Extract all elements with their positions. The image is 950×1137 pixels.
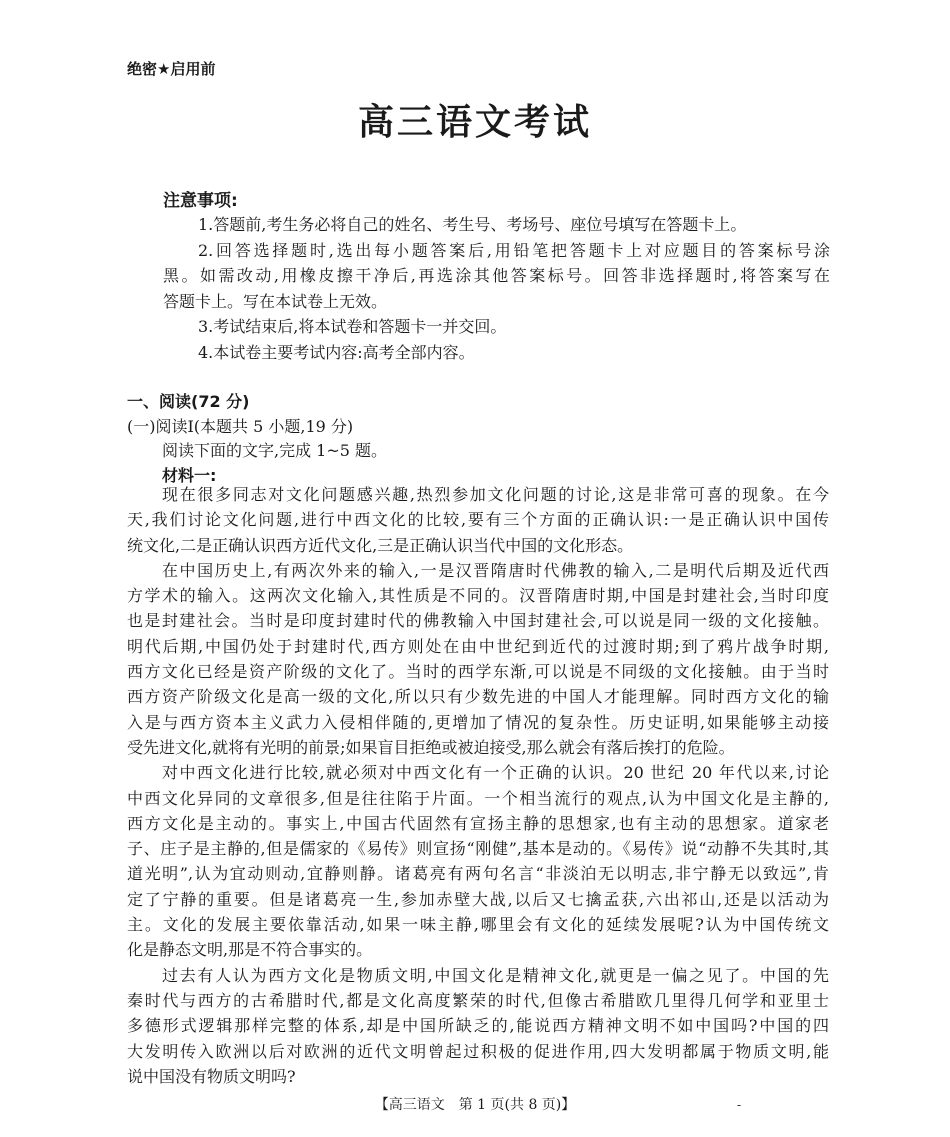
notes-line: 4.本试卷主要考试内容:高考全部内容。	[198, 342, 475, 362]
paragraph-line: 对中西文化进行比较,就必须对中西文化有一个正确的认识。20 世纪 20 年代以来,讨论	[162, 763, 829, 783]
paragraph-line: 在中国历史上,有两次外来的输入,一是汉晋隋唐时代佛教的输入,二是明代后期及近代西	[162, 560, 829, 580]
notes-line: 答题卡上。写在本试卷上无效。	[163, 291, 388, 311]
paragraph-line: 西方文化是主动的。事实上,中国古代固然有宣扬主静的思想家,也有主动的思想家。道家老	[127, 813, 829, 833]
paragraph-line: 受先进文化,就将有光明的前景;如果盲目拒绝或被迫接受,那么就会有落后挨打的危险。	[127, 737, 735, 757]
reading-passage	[127, 482, 829, 1089]
paragraph-line: 西方文化已经是资产阶级的文化了。当时的西学东渐,可以说是不同级的文化接触。由于当时	[127, 662, 829, 682]
paragraph-line: 说中国没有物质文明吗?	[127, 1066, 296, 1086]
paragraph-line: 方学术的输入。这两次文化输入,其性质是不同的。汉晋隋唐时期,中国是封建社会,当时印度	[127, 586, 829, 606]
paragraph-line: 子、庄子是主静的,但是儒家的《易传》则宣扬“刚健”,基本是动的。《易传》说“动静不失其时,其	[127, 839, 829, 859]
paragraph-line: 过去有人认为西方文化是物质文明,中国文化是精神文化,就更是一偏之见了。中国的先	[162, 965, 829, 985]
paragraph-line: 多德形式逻辑那样完整的体系,却是中国所缺乏的,能说西方精神文明不如中国吗?中国的四	[127, 1016, 829, 1036]
paragraph-line: 也是封建社会。当时是印度封建时代的佛教输入中国封建社会,可以说是同一级的文化接触。	[127, 611, 829, 631]
exam-title: 高三语文考试	[357, 102, 592, 143]
section-header	[127, 390, 387, 488]
paragraph	[127, 482, 829, 558]
paragraph-line: 入是与西方资本主义武力入侵相伴随的,更增加了情况的复杂性。历史证明,如果能够主动接	[127, 712, 829, 732]
footer-mark: -	[737, 1098, 742, 1112]
section-title: 一、阅读(72 分)	[127, 392, 250, 411]
notes-heading: 注意事项:	[163, 191, 238, 211]
material-label: 材料一:	[162, 465, 217, 485]
paragraph-line: 天,我们讨论文化问题,进行中西文化的比较,要有三个方面的正确认识:一是正确认识中国传	[127, 510, 829, 530]
paragraph	[127, 963, 829, 1089]
notes-line: 黑。如需改动,用橡皮擦干净后,再选涂其他答案标号。回答非选择题时,将答案写在	[163, 266, 830, 286]
paragraph-line: 明代后期,中国仍处于封建时代,西方则处在由中世纪到近代的过渡时期;到了鸦片战争时期,	[127, 636, 829, 656]
paragraph-line: 道光明”,认为宜动则动,宜静则静。诸葛亮有两句名言“非淡泊无以明志,非宁静无以致远”,肯	[127, 864, 829, 884]
notes-line: 3.考试结束后,将本试卷和答题卡一并交回。	[198, 317, 507, 337]
notes-line: 1.答题前,考生务必将自己的姓名、考生号、考场号、座位号填写在答题卡上。	[198, 215, 747, 234]
paragraph	[127, 558, 829, 760]
section-subtitle: (一)阅读Ⅰ(本题共 5 小题,19 分)	[127, 416, 354, 436]
paragraph-line: 统文化,二是正确认识西方近代文化,三是正确认识当代中国的文化形态。	[127, 535, 634, 555]
paragraph-line: 定了宁静的重要。但是诸葛亮一生,参加赤壁大战,以后又七擒孟获,六出祁山,还是以活动为	[127, 889, 829, 909]
notes-line: 2.回答选择题时,选出每小题答案后,用铅笔把答题卡上对应题目的答案标号涂	[198, 240, 830, 260]
paragraph	[127, 760, 829, 962]
section-instruction: 阅读下面的文字,完成 1~5 题。	[162, 441, 388, 460]
paragraph-line: 秦时代与西方的古希腊时代,都是文化高度繁荣的时代,但像古希腊欧几里得几何学和亚里士	[127, 990, 829, 1010]
paragraph-line: 中西文化异同的文章很多,但是往往陷于片面。一个相当流行的观点,认为中国文化是主静的,	[127, 788, 829, 808]
paragraph-line: 主。文化的发展主要依靠活动,如果一味主静,哪里会有文化的延续发展呢?认为中国传统文	[127, 915, 829, 935]
paragraph-line: 大发明传入欧洲以后对欧洲的近代文明曾起过积极的促进作用,四大发明都属于物质文明,能	[127, 1041, 829, 1061]
paragraph-line: 西方资产阶级文化是高一级的文化,所以只有少数先进的中国人才能理解。同时西方文化的输	[127, 687, 829, 707]
confidential-label: 绝密★启用前	[127, 60, 216, 78]
paragraph-line: 化是静态文明,那是不符合事实的。	[127, 940, 373, 960]
page-footer: 【高三语文 第 1 页(共 8 页)】	[374, 1097, 576, 1113]
notes-list	[163, 212, 830, 366]
paragraph-line: 现在很多同志对文化问题感兴趣,热烈参加文化问题的讨论,这是非常可喜的现象。在今	[162, 485, 829, 504]
